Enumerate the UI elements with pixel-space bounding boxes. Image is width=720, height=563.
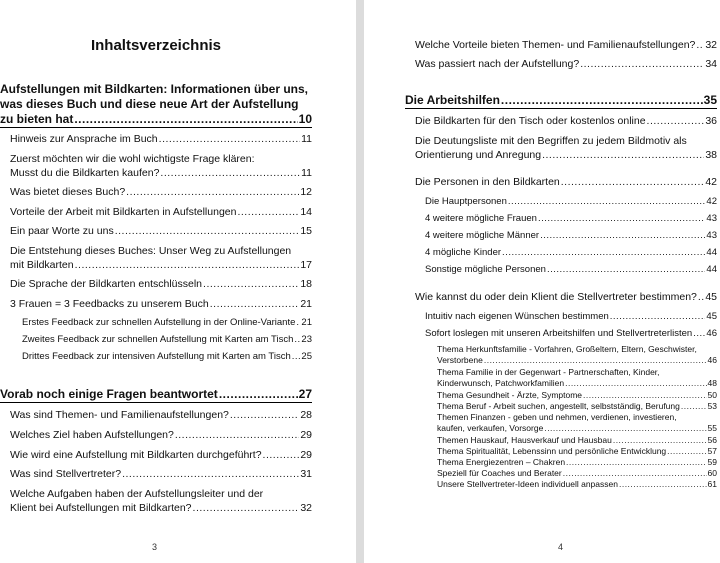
entry-page: 21: [300, 298, 312, 310]
toc-theme-entry[interactable]: [437, 412, 717, 434]
entry-title: Hinweis zur Ansprache im Buch: [10, 133, 158, 145]
entry-page: 14: [300, 206, 312, 218]
entry-page: 15: [300, 225, 312, 237]
toc-entry[interactable]: [10, 185, 312, 199]
entry-title: Was sind Stellvertreter?: [10, 468, 122, 480]
section-2-title: Vorab noch einige Fragen beantwortet: [0, 387, 218, 401]
subentry-page: 44: [706, 247, 717, 258]
entry-page: 36: [705, 115, 717, 127]
entry-title: Was passiert nach der Aufstellung?: [415, 58, 580, 70]
section-2-page: 27: [298, 387, 312, 401]
toc-subentry[interactable]: [425, 327, 717, 340]
entry-title: Die Sprache der Bildkarten entschlüsseln: [10, 278, 203, 290]
entry-title: Wie wird eine Aufstellung mit Bildkarten durchgeführt?: [10, 449, 262, 461]
theme-page: 46: [707, 355, 717, 365]
entry-page: 42: [705, 176, 717, 188]
toc-subentry[interactable]: [22, 333, 312, 346]
entry-title: Was sind Themen- und Familienaufstellungen?: [10, 409, 229, 421]
section-underline: [405, 108, 717, 109]
theme-title: kaufen, verkaufen, Vorsorge: [437, 423, 544, 433]
toc-entry[interactable]: [415, 57, 717, 71]
entry-title: Musst du die Bildkarten kaufen?: [10, 167, 160, 179]
subentry-page: 23: [301, 334, 312, 345]
toc-entry[interactable]: [415, 38, 717, 52]
entry-page: 32: [705, 39, 717, 51]
toc-entry[interactable]: [10, 244, 312, 272]
toc-entry[interactable]: [10, 428, 312, 442]
page-gutter: [356, 0, 364, 563]
entry-title: Die Personen in den Bildkarten: [415, 176, 560, 188]
section-1-title-end: zu bieten hat: [0, 112, 74, 126]
toc-title: Inhaltsverzeichnis: [90, 37, 222, 54]
entry-title-line: Welche Aufgaben haben der Aufstellungsleiter und der: [10, 488, 264, 500]
left-page: [0, 0, 356, 563]
toc-theme-entry[interactable]: [437, 401, 717, 412]
toc-entry[interactable]: [415, 134, 717, 162]
theme-title: Thema Energiezentren – Chakren: [437, 457, 566, 467]
entry-title: Die Bildkarten für den Tisch oder kostenlos online: [415, 115, 646, 127]
theme-title: Thema Gesundheit - Ärzte, Symptome: [437, 390, 583, 400]
entry-title-line: Zuerst möchten wir die wohl wichtigste Frage klären:: [10, 153, 255, 165]
toc-theme-entry[interactable]: [437, 344, 717, 366]
toc-theme-entry[interactable]: [437, 468, 717, 479]
theme-title-line: Themen Finanzen - geben und nehmen, verdienen, investieren,: [437, 412, 677, 422]
theme-page: 57: [707, 446, 717, 456]
entry-title: Vorteile der Arbeit mit Bildkarten in Aufstellungen: [10, 206, 237, 218]
theme-title: Verstorbene: [437, 355, 483, 365]
theme-title: Themen Hauskauf, Hausverkauf und Hausbau: [437, 435, 612, 445]
subentry-title: Sofort loslegen mit unseren Arbeitshilfen und Stellvertreterlisten: [425, 328, 693, 339]
entry-page: 45: [705, 291, 717, 303]
theme-title: Thema Beruf - Arbeit suchen, angestellt, selbstständig, Berufung: [437, 401, 680, 411]
subentry-title: 4 weitere mögliche Männer: [425, 230, 540, 241]
subentry-title: Sonstige mögliche Personen: [425, 264, 546, 275]
toc-theme-entry[interactable]: [437, 390, 717, 401]
section-1-underline: [0, 127, 312, 128]
section-2-underline: [0, 402, 312, 403]
theme-page: 61: [707, 479, 717, 489]
entry-title-line: Die Entstehung dieses Buches: Unser Weg zu Aufstellungen: [10, 245, 292, 257]
toc-entry[interactable]: [415, 175, 717, 189]
toc-entry[interactable]: [10, 467, 312, 481]
theme-page: 55: [707, 423, 717, 433]
toc-entry[interactable]: [10, 224, 312, 238]
entry-page: 31: [300, 468, 312, 480]
toc-theme-entry[interactable]: [437, 435, 717, 446]
subentry-page: 46: [706, 328, 717, 339]
toc-subentry[interactable]: [425, 310, 717, 323]
subentry-title: Zweites Feedback zur schnellen Aufstellung mit Karten am Tisch: [22, 334, 294, 345]
subentry-title: 4 weitere mögliche Frauen: [425, 213, 537, 224]
right-page: [364, 0, 720, 563]
entry-page: 12: [300, 186, 312, 198]
page-number-right: 4: [558, 542, 564, 552]
section-1-page: 10: [298, 112, 312, 126]
entry-title: Ein paar Worte zu uns: [10, 225, 114, 237]
entry-page: 28: [300, 409, 312, 421]
entry-page: 32: [300, 502, 312, 514]
theme-title: Unsere Stellvertreter-Ideen individuell anpassen: [437, 479, 618, 489]
theme-page: 60: [707, 468, 717, 478]
toc-subentry[interactable]: [22, 316, 312, 329]
entry-title: Welche Vorteile bieten Themen- und Familienaufstellungen?: [415, 39, 696, 51]
theme-page: 59: [707, 457, 717, 467]
toc-entry[interactable]: [10, 448, 312, 462]
toc-subentry[interactable]: [425, 263, 717, 276]
toc-theme-entry[interactable]: [437, 479, 717, 490]
subentry-title: Drittes Feedback zur intensiven Aufstellung mit Karten am Tisch: [22, 351, 291, 362]
toc-entry[interactable]: [10, 132, 312, 146]
entry-title: Was bietet dieses Buch?: [10, 186, 126, 198]
subentry-page: 21: [301, 317, 312, 328]
subentry-title: 4 mögliche Kinder: [425, 247, 502, 258]
page-number-left: 3: [152, 542, 158, 552]
toc-subentry[interactable]: [425, 195, 717, 208]
toc-entry[interactable]: [10, 152, 312, 180]
entry-title-line: Die Deutungsliste mit den Begriffen zu jedem Bildmotiv als: [415, 135, 687, 147]
toc-subentry[interactable]: [425, 229, 717, 242]
entry-title: mit Bildkarten: [10, 259, 74, 271]
subentry-page: 25: [301, 351, 312, 362]
toc-subentry[interactable]: [425, 212, 717, 225]
theme-title-line: Thema Familie in der Gegenwart - Partnerschaften, Kinder,: [437, 367, 660, 377]
section-title: Die Arbeitshilfen: [405, 93, 500, 107]
toc-subentry[interactable]: [425, 246, 717, 259]
toc-entry[interactable]: [10, 277, 312, 291]
subentry-page: 43: [706, 230, 717, 241]
toc-entry[interactable]: [10, 297, 312, 311]
theme-title: Thema Spiritualität, Lebenssinn und persönliche Entwicklung: [437, 446, 667, 456]
theme-page: 53: [707, 401, 717, 411]
subentry-title: Die Hauptpersonen: [425, 196, 507, 207]
theme-page: 56: [707, 435, 717, 445]
entry-title: Wie kannst du oder dein Klient die Stellvertreter bestimmen?: [415, 291, 697, 303]
entry-page: 18: [300, 278, 312, 290]
entry-page: 29: [300, 429, 312, 441]
entry-page: 38: [705, 149, 717, 161]
theme-page: 50: [707, 390, 717, 400]
toc-entry[interactable]: [415, 114, 717, 128]
entry-title: Orientierung und Anregung: [415, 149, 542, 161]
toc-section-arbeitshilfen[interactable]: [405, 93, 717, 108]
subentry-page: 42: [706, 196, 717, 207]
theme-page: 48: [707, 378, 717, 388]
entry-page: 11: [301, 133, 312, 145]
subentry-title: Erstes Feedback zur schnellen Aufstellung in der Online-Variante: [22, 317, 296, 328]
entry-page: 34: [705, 58, 717, 70]
toc-theme-entry[interactable]: [437, 457, 717, 468]
subentry-title: Intuitiv nach eigenen Wünschen bestimmen: [425, 311, 609, 322]
theme-title: Speziell für Coaches und Berater: [437, 468, 562, 478]
subentry-page: 44: [706, 264, 717, 275]
toc-section-1[interactable]: [0, 82, 312, 127]
entry-page: 17: [300, 259, 312, 271]
subentry-page: 45: [706, 311, 717, 322]
toc-entry[interactable]: [415, 290, 717, 304]
toc-entry[interactable]: [10, 205, 312, 219]
entry-page: 29: [300, 449, 312, 461]
toc-theme-entry[interactable]: [437, 367, 717, 389]
entry-title: 3 Frauen = 3 Feedbacks zu unserem Buch: [10, 298, 209, 310]
entry-title: Klient bei Aufstellungen mit Bildkarten?: [10, 502, 192, 514]
toc-subentry[interactable]: [22, 350, 312, 363]
toc-section-2[interactable]: [0, 387, 312, 402]
subentry-page: 43: [706, 213, 717, 224]
theme-title: Kinderwunsch, Patchworkfamilien: [437, 378, 565, 388]
section-page: 35: [703, 93, 717, 107]
theme-title-line: Thema Herkunftsfamilie - Vorfahren, Großeltern, Eltern, Geschwister,: [437, 344, 697, 354]
toc-theme-entry[interactable]: [437, 446, 717, 457]
section-1-line-2: was dieses Buch und diese neue Art der Aufstellung: [0, 97, 299, 111]
entry-page: 11: [301, 167, 312, 179]
section-1-line-1: Aufstellungen mit Bildkarten: Informationen über uns,: [0, 82, 309, 96]
entry-title: Welches Ziel haben Aufstellungen?: [10, 429, 174, 441]
toc-entry[interactable]: [10, 487, 312, 515]
toc-entry[interactable]: [10, 408, 312, 422]
